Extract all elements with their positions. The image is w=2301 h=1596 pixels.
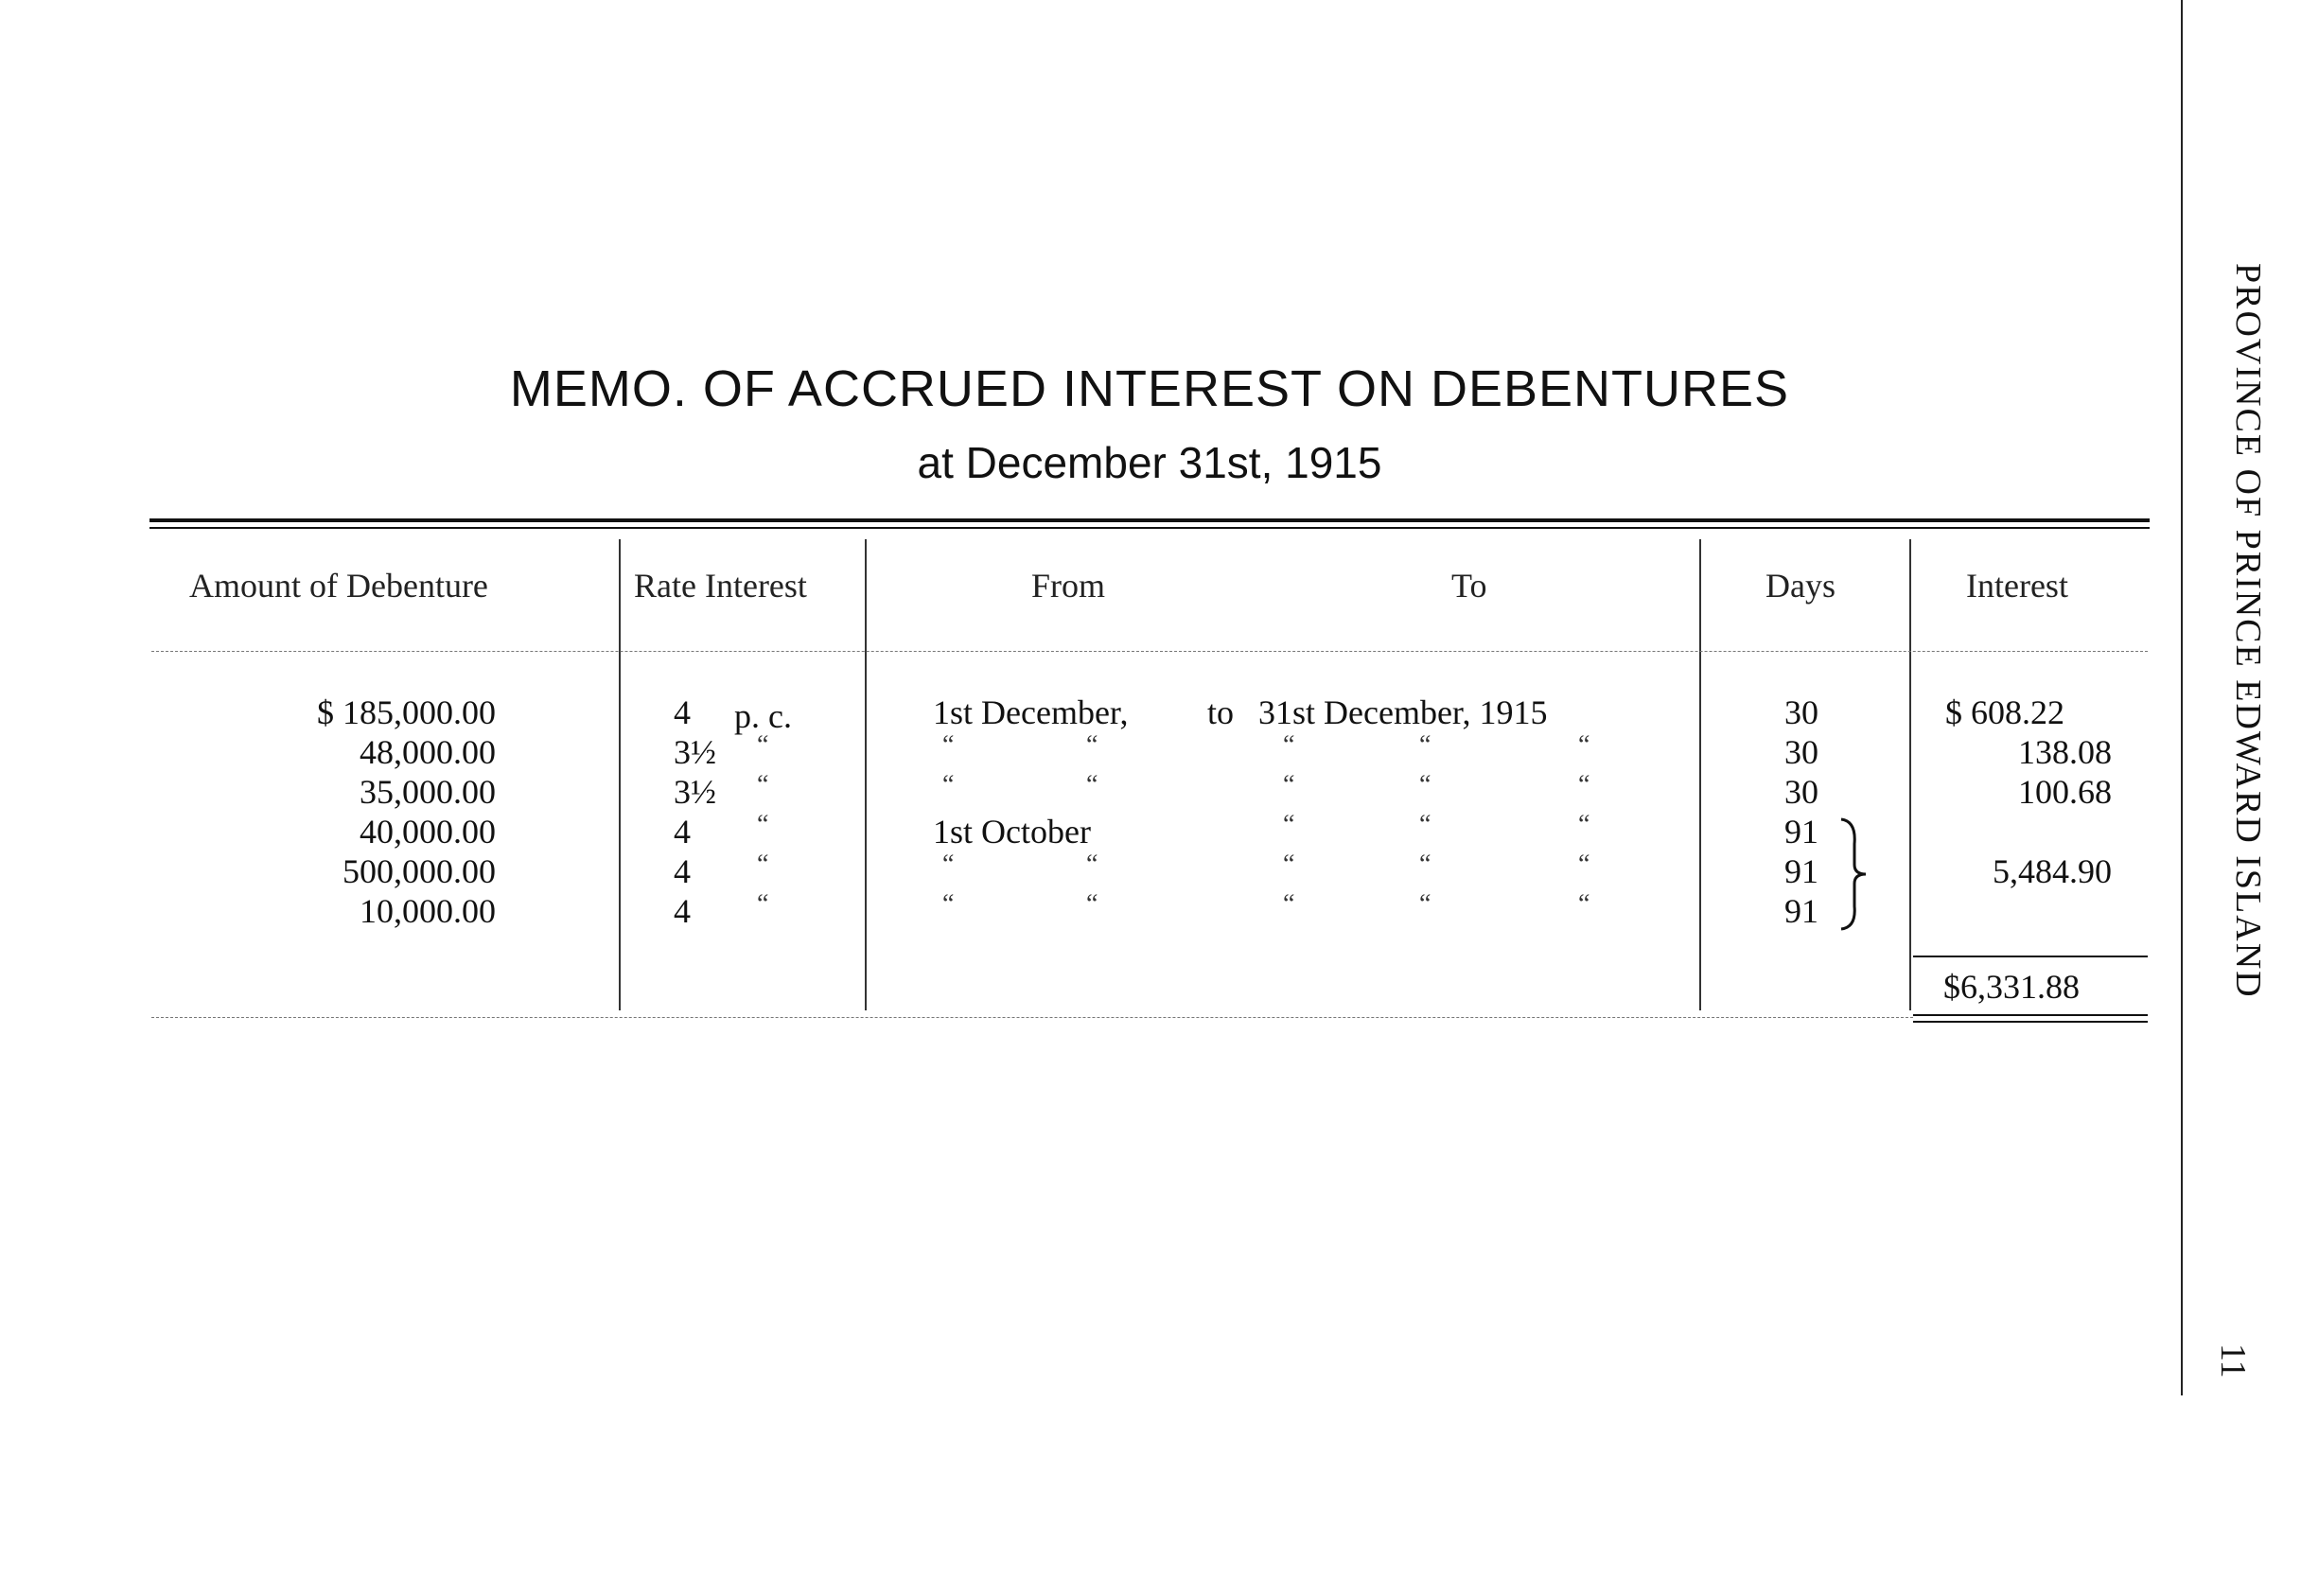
days-cell: 30: [1784, 733, 1818, 771]
amount-cell: 48,000.00: [360, 733, 496, 771]
amount-cell: 500,000.00: [343, 852, 496, 890]
ditto-mark: “: [1419, 730, 1432, 760]
rate-cell: 3½: [674, 773, 716, 811]
ditto-mark: “: [942, 889, 955, 919]
days-cell: 30: [1784, 773, 1818, 811]
interest-cell: 138.08: [2018, 733, 2112, 771]
header-underline: [151, 651, 2148, 653]
page-title: MEMO. OF ACCRUED INTEREST ON DEBENTURES: [509, 360, 1790, 417]
top-rule: [149, 518, 2150, 522]
ditto-mark: “: [942, 850, 955, 879]
ditto-mark: “: [757, 889, 769, 919]
ditto-mark: “: [1283, 889, 1295, 919]
interest-cell: 100.68: [2018, 773, 2112, 811]
top-rule-inner: [149, 527, 2150, 529]
page-subtitle: at December 31st, 1915: [917, 438, 1382, 487]
ditto-mark: “: [1419, 770, 1432, 799]
running-header: PROVINCE OF PRINCE EDWARD ISLAND: [2228, 263, 2268, 999]
ditto-mark: “: [942, 730, 955, 760]
days-cell: 30: [1784, 693, 1818, 731]
ditto-mark: “: [942, 770, 955, 799]
col-sep-4: [1909, 539, 1911, 1010]
interest-cell: $ 608.22: [1945, 693, 2064, 731]
ditto-mark: “: [1578, 810, 1590, 839]
ditto-mark: “: [1578, 730, 1590, 760]
from-cell: 1st October: [933, 813, 1091, 851]
ditto-mark: “: [757, 810, 769, 839]
bottom-rule: [151, 1017, 1913, 1019]
brace-icon: [1836, 816, 1873, 933]
ditto-mark: “: [1283, 810, 1295, 839]
ditto-mark: “: [757, 850, 769, 879]
ditto-mark: “: [1578, 889, 1590, 919]
ditto-mark: “: [1086, 850, 1098, 879]
ditto-mark: “: [1283, 850, 1295, 879]
ditto-mark: “: [1283, 770, 1295, 799]
ditto-mark: “: [1578, 850, 1590, 879]
header-rate: Rate Interest: [634, 567, 807, 605]
header-days: Days: [1765, 567, 1836, 605]
amount-cell: 40,000.00: [360, 813, 496, 851]
amount-cell: 10,000.00: [360, 892, 496, 930]
ditto-mark: “: [1419, 850, 1432, 879]
rate-cell: 3½: [674, 733, 716, 771]
total-amount: $6,331.88: [1943, 968, 2080, 1006]
ditto-mark: “: [1419, 810, 1432, 839]
col-sep-1: [619, 539, 621, 1010]
rate-cell: 4: [674, 693, 691, 731]
ditto-mark: “: [1578, 770, 1590, 799]
days-cell: 91: [1784, 892, 1818, 930]
total-rule: [1913, 956, 2148, 957]
total-double-rule-2: [1913, 1021, 2148, 1023]
page-number: 11: [2213, 1343, 2253, 1378]
ditto-mark: “: [1283, 730, 1295, 760]
col-sep-3: [1699, 539, 1701, 1010]
rate-cell: 4: [674, 892, 691, 930]
ditto-mark: “: [757, 770, 769, 799]
header-amount: Amount of Debenture: [189, 567, 488, 605]
rate-suffix: p. c.: [734, 697, 792, 735]
to-word: to: [1207, 693, 1235, 731]
ditto-mark: “: [1086, 770, 1098, 799]
header-interest: Interest: [1966, 567, 2068, 605]
amount-cell: $ 185,000.00: [317, 693, 496, 731]
rate-cell: 4: [674, 813, 691, 851]
ditto-mark: “: [1419, 889, 1432, 919]
page-margin-line: [2181, 0, 2183, 1395]
ditto-mark: “: [1086, 889, 1098, 919]
days-cell: 91: [1784, 852, 1818, 890]
header-from: From: [1031, 567, 1106, 605]
to-cell: 31st December, 1915: [1258, 693, 1548, 731]
from-cell: 1st December,: [933, 693, 1129, 731]
interest-cell: 5,484.90: [1993, 852, 2112, 890]
total-double-rule: [1913, 1014, 2148, 1016]
days-cell: 91: [1784, 813, 1818, 851]
header-to: To: [1451, 567, 1487, 605]
col-sep-2: [865, 539, 867, 1010]
ditto-mark: “: [1086, 730, 1098, 760]
amount-cell: 35,000.00: [360, 773, 496, 811]
ditto-mark: “: [757, 730, 769, 760]
rate-cell: 4: [674, 852, 691, 890]
